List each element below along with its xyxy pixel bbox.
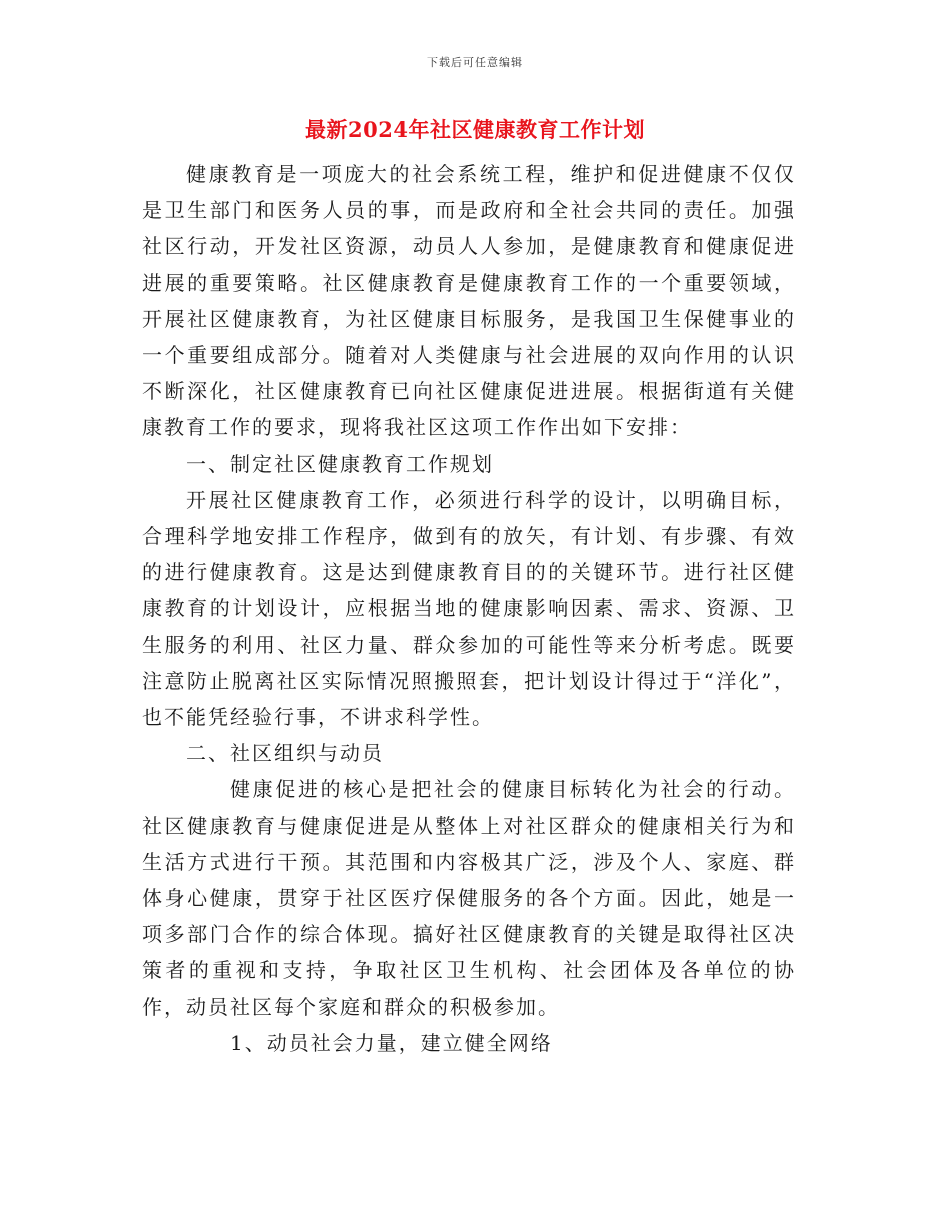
- document-title: 最新2024年社区健康教育工作计划: [305, 117, 645, 142]
- subsection-heading-1: 1、动员社会力量，建立健全网络: [230, 1030, 553, 1055]
- paragraph-planning: 开展社区健康教育工作，必须进行科学的设计，以明确目标，合理科学地安排工作程序，做到有的放矢，有计划、有步骤、有效的进行健康教育。这是达到健康教育目的的关键环节。进行社区健康教育的计划设计，应根据当地的健康影响因素、需求、资源、卫生服务的利用、社区力量、群众参加的可能性等来分析考虑。既要注意防止脱离社区实际情况照搬照套，把计划设计得过于“洋化”，也不能凭经验行事，不讲求科学性。: [142, 487, 796, 730]
- paragraph-organization: 健康促进的核心是把社会的健康目标转化为社会的行动。社区健康教育与健康促进是从整体上对社区群众的健康相关行为和生活方式进行干预。其范围和内容极其广泛，涉及个人、家庭、群体身心健康，贯穿于社区医疗保健服务的各个方面。因此，她是一项多部门合作的综合体现。搞好社区健康教育的关键是取得社区决策者的重视和支持，争取社区卫生机构、社会团体及各单位的协作，动员社区每个家庭和群众的积极参加。: [142, 777, 796, 1019]
- header-note: 下载后可任意编辑: [427, 56, 523, 69]
- section-heading-2: 二、社区组织与动员: [186, 741, 384, 766]
- paragraph-intro: 健康教育是一项庞大的社会系统工程，维护和促进健康不仅仅是卫生部门和医务人员的事，而是政府和全社会共同的责任。加强社区行动，开发社区资源，动员人人参加，是健康教育和健康促进进展的重要策略。社区健康教育是健康教育工作的一个重要领域，开展社区健康教育，为社区健康目标服务，是我国卫生保健事业的一个重要组成部分。随着对人类健康与社会进展的双向作用的认识不断深化，社区健康教育已向社区健康促进进展。根据街道有关健康教育工作的要求，现将我社区这项工作作出如下安排：: [142, 162, 796, 440]
- document-body: [142, 156, 796, 1061]
- section-heading-1: 一、制定社区健康教育工作规划: [186, 451, 494, 476]
